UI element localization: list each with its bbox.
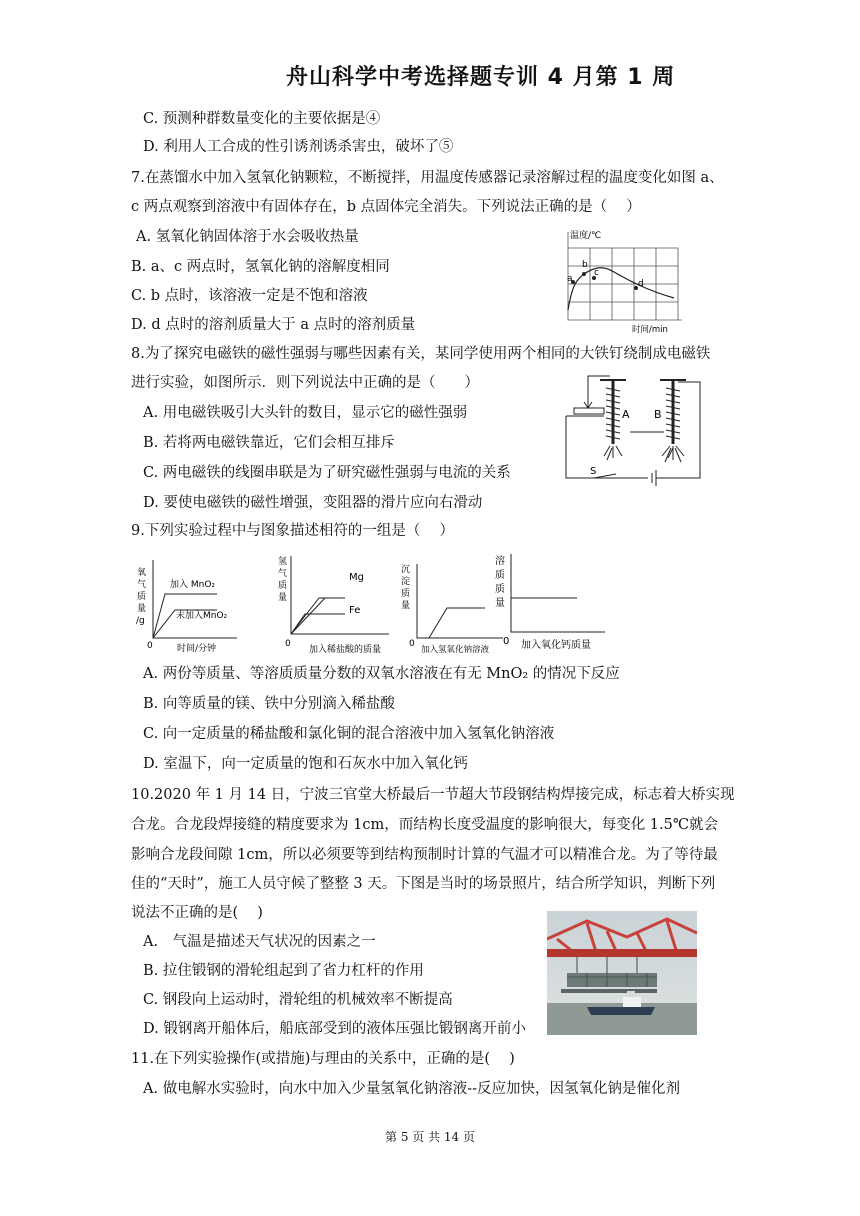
g1-xlabel: 时间/分钟: [177, 644, 217, 654]
page-title: 舟山科学中考选择题专训 4 月第 1 周: [286, 65, 676, 90]
q10-option-b: B. 拉住锻钢的滑轮组起到了省力杠杆的作用: [143, 963, 424, 979]
q7-option-b: B. a、c 两点时，氢氧化钠的溶解度相同: [131, 259, 390, 275]
g1-origin: 0: [147, 641, 153, 651]
fig7-xlabel: 时间/min: [632, 325, 668, 334]
g4-xlabel: 加入氧化钙质量: [521, 640, 591, 651]
q7-stem-1: 7.在蒸馏水中加入氢氧化钠颗粒，不断搅拌，用温度传感器记录溶解过程的温度变化如图 a、: [131, 170, 724, 186]
g2-ylabel-1: 气: [278, 569, 288, 579]
g2-ylabel-3: 量: [278, 593, 288, 603]
g4-ylabel-0: 溶: [495, 556, 505, 567]
q9-stem: 9.下列实验过程中与图象描述相符的一组是（ ）: [131, 523, 454, 539]
q6-option-c: C. 预测种群数量变化的主要依据是④: [143, 111, 381, 127]
q9-graph-4: [495, 554, 605, 651]
g2-series-mg: Mg: [349, 572, 364, 583]
g3-ylabel-2: 质: [401, 589, 411, 599]
g1-ylabel-1: 气: [137, 580, 147, 590]
q8-stem-1: 8.为了探究电磁铁的磁性强弱与哪些因素有关，某同学使用两个相同的大铁钉绕制成电磁铁: [131, 346, 711, 362]
q10-stem-4: 佳的“天时”，施工人员守候了整整 3 天。下图是当时的场景照片，结合所学知识，判断下列: [131, 876, 716, 892]
q10-stem-2: 合龙。合龙段焊接缝的精度要求为 1cm，而结构长度受温度的影响很大，每变化 1.5℃就会: [131, 817, 719, 833]
g3-xlabel: 加入氢氧化钠溶液: [421, 645, 490, 655]
g1-ylabel-4: /g: [136, 616, 145, 626]
fig7-point-b: b: [582, 260, 588, 270]
fig8-label-b: B: [654, 408, 662, 421]
q9-graph-2: [278, 555, 389, 655]
q11-stem: 11.在下列实验操作(或措施)与理由的关系中，正确的是( ): [131, 1051, 515, 1067]
q7-option-c: C. b 点时，该溶液一定是不饱和溶液: [131, 288, 368, 304]
g2-series-fe: Fe: [349, 605, 361, 616]
q8-option-b: B. 若将两电磁铁靠近，它们会相互排斥: [143, 435, 395, 451]
q8-option-c: C. 两电磁铁的线圈串联是为了研究磁性强弱与电流的关系: [143, 465, 511, 481]
q7-option-d: D. d 点时的溶剂质量大于 a 点时的溶剂质量: [131, 317, 416, 333]
q8-option-d: D. 要使电磁铁的磁性增强，变阻器的滑片应向右滑动: [143, 495, 483, 511]
q10-stem-1: 10.2020 年 1 月 14 日，宁波三官堂大桥最后一节超大节段钢结构焊接完成，标志着大桥实现: [131, 787, 735, 803]
g2-ylabel-0: 氢: [278, 557, 288, 567]
q10-option-a: A. 气温是描述天气状况的因素之一: [143, 934, 376, 950]
g2-xlabel: 加入稀盐酸的质量: [309, 645, 382, 655]
g4-ylabel-2: 质: [495, 584, 505, 595]
g1-ylabel-2: 质: [137, 592, 147, 602]
fig7-point-c: c: [594, 268, 599, 278]
fig7-ylabel: 温度/℃: [570, 231, 602, 241]
page-footer: 第 5 页 共 14 页: [385, 1130, 475, 1144]
q9-option-a: A. 两份等质量、等溶质质量分数的双氧水溶液在有无 MnO₂ 的情况下反应: [143, 666, 620, 682]
q7-stem-2: c 两点观察到溶液中有固体存在，b 点固体完全消失。下列说法正确的是（ ）: [131, 199, 641, 215]
q11-option-a: A. 做电解水实验时，向水中加入少量氢氧化钠溶液--反应加快，因氢氧化钠是催化剂: [143, 1081, 680, 1097]
fig7-point-d: d: [638, 279, 644, 289]
q7-option-a: A. 氢氧化钠固体溶于水会吸收热量: [136, 229, 359, 245]
q10-option-c: C. 钢段向上运动时，滑轮组的机械效率不断提高: [143, 992, 453, 1008]
q9-option-b: B. 向等质量的镁、铁中分别滴入稀盐酸: [143, 696, 395, 712]
q8-option-a: A. 用电磁铁吸引大头针的数目，显示它的磁性强弱: [143, 405, 468, 421]
g1-ylabel-3: 量: [137, 604, 147, 614]
q10-stem-3: 影响合龙段间隙 1cm，所以必须要等到结构预制时计算的气温才可以精准合龙。为了等待最: [131, 847, 718, 863]
g4-ylabel-1: 质: [495, 570, 505, 581]
q9-option-c: C. 向一定质量的稀盐酸和氯化铜的混合溶液中加入氢氧化钠溶液: [143, 726, 555, 742]
q10-option-d: D. 锻钢离开船体后，船底部受到的液体压强比锻钢离开前小: [143, 1021, 526, 1037]
fig7-point-a: a: [567, 274, 573, 284]
g2-origin: 0: [285, 639, 291, 649]
g3-origin: 0: [409, 639, 415, 649]
g3-ylabel-1: 淀: [401, 577, 411, 587]
fig8-label-s: S: [590, 466, 597, 477]
q8-stem-2: 进行实验，如图所示．则下列说法中正确的是（ ）: [131, 375, 479, 391]
g1-series-1: 加入 MnO₂: [170, 580, 216, 590]
q9-graph-1: [136, 560, 237, 654]
g1-ylabel-0: 氧: [137, 568, 147, 578]
q9-graph-3: [401, 564, 503, 655]
q8-electromagnet-figure: [560, 372, 706, 490]
g3-ylabel-3: 量: [401, 601, 411, 611]
fig8-label-a: A: [622, 408, 630, 421]
q9-option-d: D. 室温下，向一定质量的饱和石灰水中加入氧化钙: [143, 756, 468, 772]
g1-series-2: 未加入MnO₂: [176, 611, 228, 621]
q10-stem-5: 说法不正确的是( ): [131, 905, 263, 921]
g3-ylabel-0: 沉: [401, 565, 411, 575]
q7-temperature-figure: [556, 226, 686, 334]
q9-graphs-figure: [133, 550, 613, 656]
q6-option-d: D. 利用人工合成的性引诱剂诱杀害虫，破坏了⑤: [143, 139, 454, 155]
g4-origin: 0: [503, 636, 510, 647]
bridge-photo: [547, 911, 697, 1035]
g4-ylabel-3: 量: [495, 598, 505, 609]
g2-ylabel-2: 质: [278, 581, 288, 591]
